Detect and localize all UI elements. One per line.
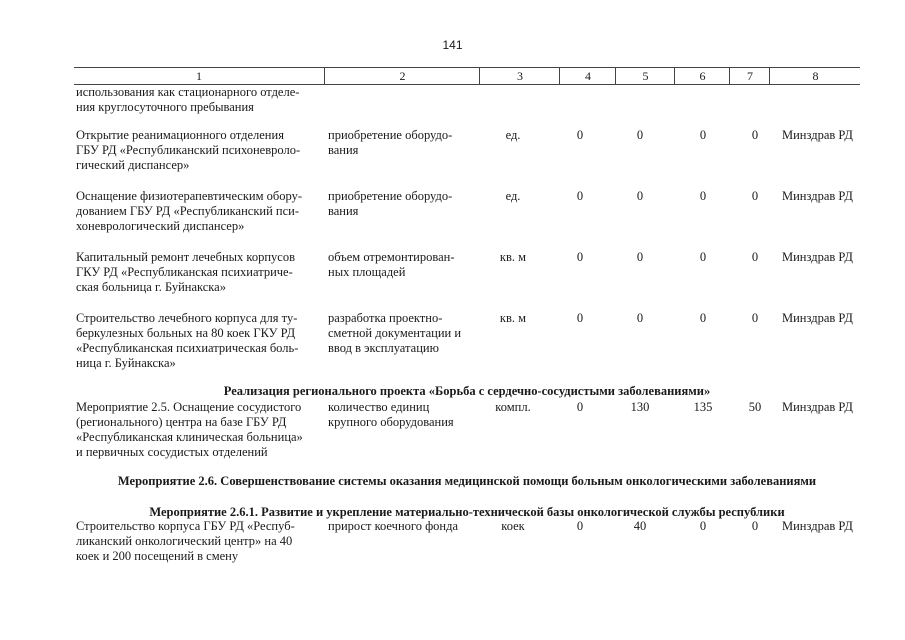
row-value-7: 0 [751,311,759,325]
section-heading-regional-project: Реализация регионального проекта «Борьба с сердечно-сосудистыми заболеваниями» [223,384,711,398]
row-measure: Открытие реанимационного отделения ГБУ РД «Республиканский психоневроло- гический диспансер» [76,128,301,172]
row-value-6: 135 [693,400,713,414]
row-indicator: количество единиц крупного оборудования [328,400,454,429]
header-col-2: 2 [324,68,480,84]
row-responsible: Минздрав РД [782,189,853,203]
row-measure: Строительство лечебного корпуса для ту- беркулезных больных на 80 коек ГКУ РД «Республиканская психиатрическая боль- ница г. Буйнакска» [76,311,299,370]
row-value-6: 0 [699,519,707,533]
row-unit: ед. [505,128,521,142]
page-number: 141 [442,38,463,52]
row-value-6: 0 [699,128,707,142]
row-value-4: 0 [576,128,584,142]
row-value-5: 40 [633,519,647,533]
row-responsible: Минздрав РД [782,400,853,414]
row-value-7: 0 [751,250,759,264]
row-value-4: 0 [576,250,584,264]
header-col-6: 6 [674,68,730,84]
row-unit: коек [501,519,525,533]
header-col-3: 3 [479,68,560,84]
row-indicator: прирост коечного фонда [328,519,459,533]
row-value-5: 0 [636,250,644,264]
row-value-5: 0 [636,189,644,203]
row-value-5: 0 [636,128,644,142]
header-col-4: 4 [559,68,616,84]
row-indicator: приобретение оборудо- вания [328,128,453,157]
header-col-1: 1 [196,69,202,83]
row-measure: использования как стационарного отделе- ния круглосуточного пребывания [76,85,300,114]
row-value-5: 130 [630,400,650,414]
table-header [74,67,860,85]
section-heading-measure-2-6: Мероприятие 2.6. Совершенствование системы оказания медицинской помощи больным онкологическими заболеваниями [117,474,817,488]
header-col-7: 7 [729,68,770,84]
row-responsible: Минздрав РД [782,128,853,142]
row-unit: ед. [505,189,521,203]
row-responsible: Минздрав РД [782,250,853,264]
row-responsible: Минздрав РД [782,311,853,325]
row-unit: компл. [495,400,531,414]
row-unit: кв. м [499,311,527,325]
section-heading-measure-2-6-1: Мероприятие 2.6.1. Развитие и укрепление материально-технической базы онкологической службы республики [149,505,785,519]
row-indicator: приобретение оборудо- вания [328,189,453,218]
row-measure: Оснащение физиотерапевтическим обору- дованием ГБУ РД «Республиканский пси- хоневрологический диспансер» [76,189,303,233]
row-indicator: разработка проектно- сметной документации и ввод в эксплуатацию [328,311,462,355]
row-value-7: 0 [751,519,759,533]
row-value-5: 0 [636,311,644,325]
row-value-4: 0 [576,519,584,533]
row-value-7: 50 [748,400,762,414]
row-value-6: 0 [699,311,707,325]
row-value-6: 0 [699,189,707,203]
row-indicator: объем отремонтирован- ных площадей [328,250,455,279]
row-unit: кв. м [499,250,527,264]
row-value-4: 0 [576,311,584,325]
row-value-6: 0 [699,250,707,264]
row-value-7: 0 [751,189,759,203]
header-col-5: 5 [615,68,675,84]
row-value-4: 0 [576,189,584,203]
row-measure: Строительство корпуса ГБУ РД «Респуб- ликанский онкологический центр» на 40 коек и 200 посещений в смену [76,519,295,563]
row-measure: Мероприятие 2.5. Оснащение сосудистого (регионального) центра на базе ГБУ РД «Республиканская клиническая больница» и первичных сосудистых отделений [76,400,303,459]
row-value-7: 0 [751,128,759,142]
row-measure: Капитальный ремонт лечебных корпусов ГКУ РД «Республиканская психиатриче- ская больница г. Буйнакска» [76,250,295,294]
header-col-8: 8 [769,68,861,84]
row-value-4: 0 [576,400,584,414]
row-responsible: Минздрав РД [782,519,853,533]
